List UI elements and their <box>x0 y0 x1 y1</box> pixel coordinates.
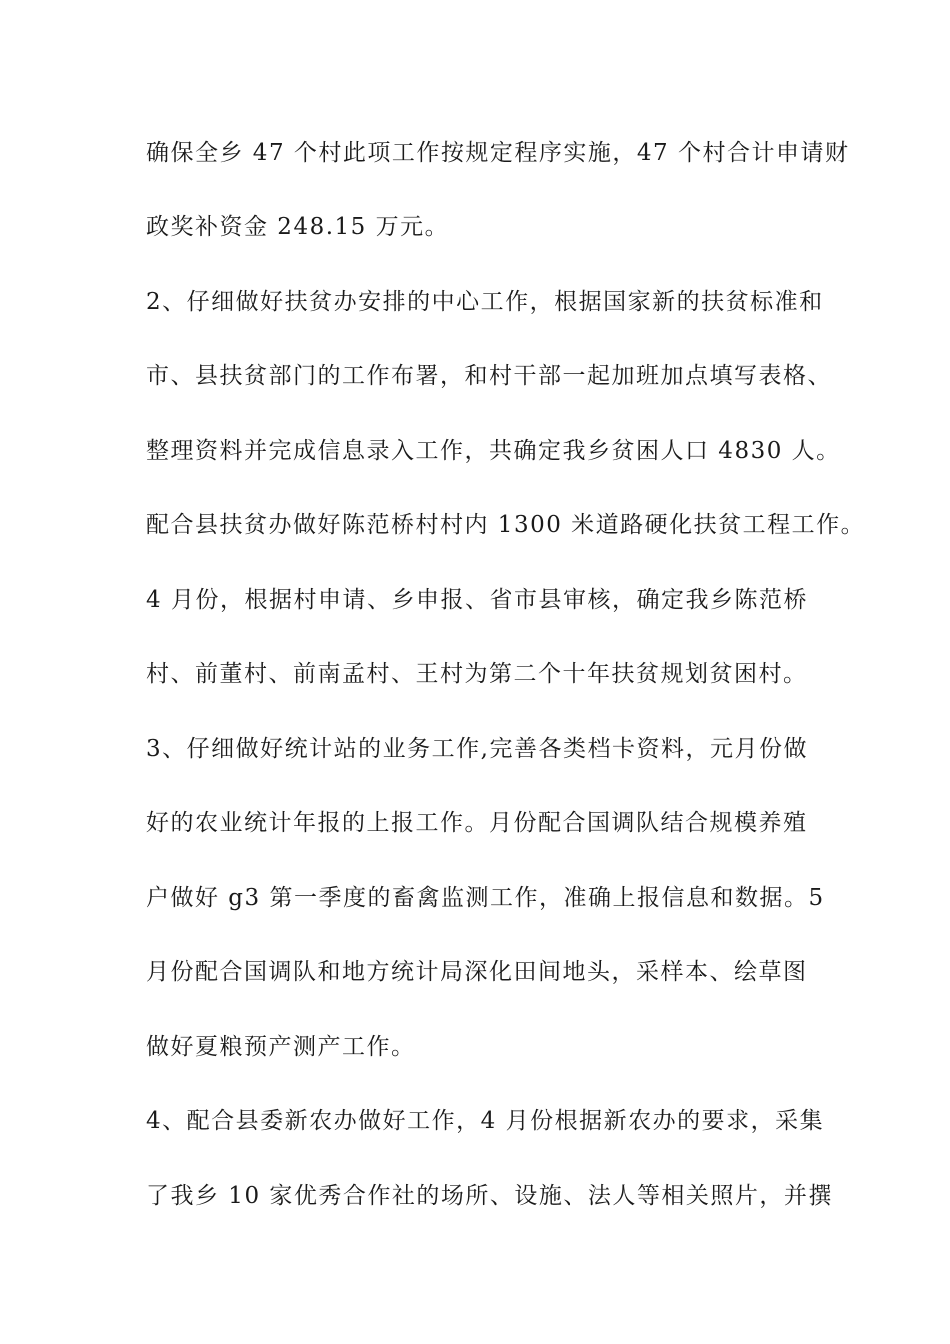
text-line-14: 4、配合县委新农办做好工作，4 月份根据新农办的要求，采集 <box>146 1108 825 1134</box>
text-line-3: 2、仔细做好扶贫办安排的中心工作，根据国家新的扶贫标准和 <box>146 289 824 315</box>
text-line-2: 政奖补资金 248.15 万元。 <box>146 214 450 240</box>
text-line-9: 3、仔细做好统计站的业务工作,完善各类档卡资料，元月份做 <box>146 736 808 762</box>
text-line-13: 做好夏粮预产测产工作。 <box>146 1034 416 1060</box>
text-line-12: 月份配合国调队和地方统计局深化田间地头，采样本、绘草图 <box>146 959 808 985</box>
text-line-6: 配合县扶贫办做好陈范桥村村内 1300 米道路硬化扶贫工程工作。 <box>146 512 866 538</box>
text-line-5: 整理资料并完成信息录入工作，共确定我乡贫困人口 4830 人。 <box>146 438 841 464</box>
text-line-15: 了我乡 10 家优秀合作社的场所、设施、法人等相关照片，并撰 <box>146 1183 833 1209</box>
text-line-1: 确保全乡 47 个村此项工作按规定程序实施，47 个村合计申请财 <box>146 140 850 166</box>
text-line-8: 村、前董村、前南孟村、王村为第二个十年扶贫规划贫困村。 <box>146 661 808 687</box>
text-line-10: 好的农业统计年报的上报工作。月份配合国调队结合规模养殖 <box>146 810 808 836</box>
text-line-11: 户做好 g3 第一季度的畜禽监测工作，准确上报信息和数据。5 <box>146 885 825 911</box>
text-line-7: 4 月份，根据村申请、乡申报、省市县审核，确定我乡陈范桥 <box>146 587 808 613</box>
text-line-4: 市、县扶贫部门的工作布署，和村干部一起加班加点填写表格、 <box>146 363 832 389</box>
